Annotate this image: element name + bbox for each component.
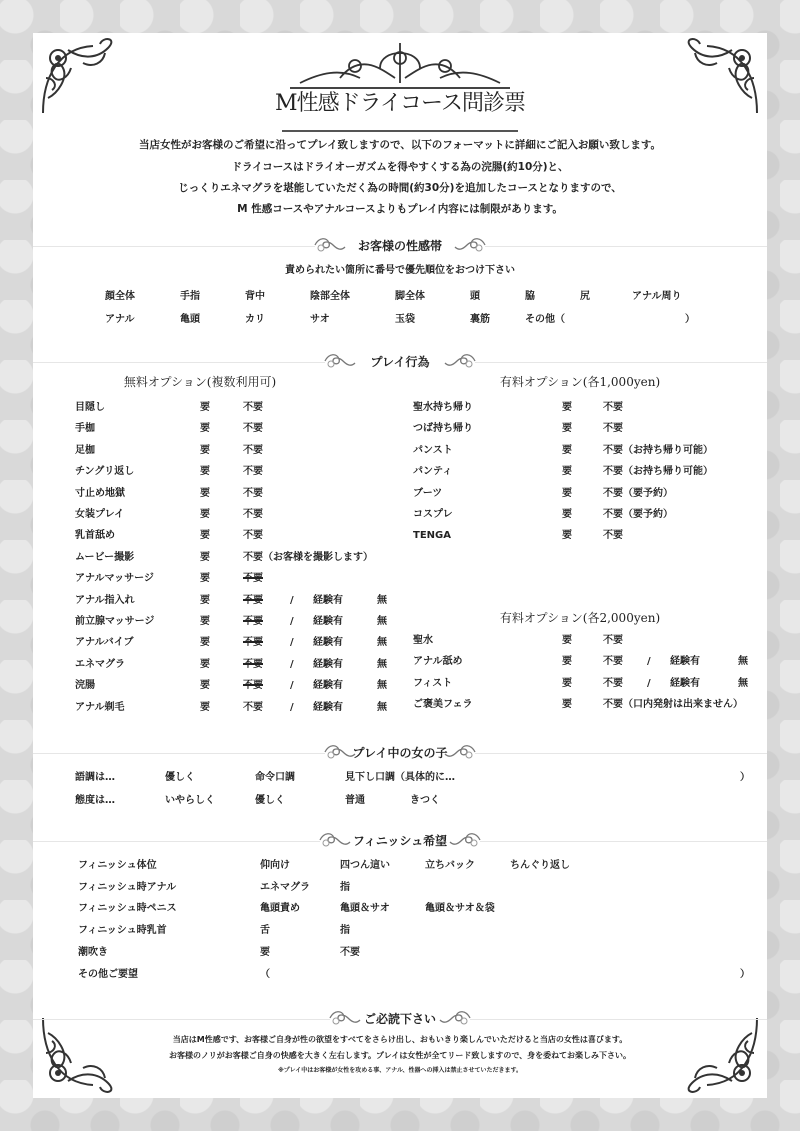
option-yes[interactable]: 要 <box>562 509 572 520</box>
swirl-ornament-icon <box>323 352 357 370</box>
tone-option[interactable]: ） <box>740 772 750 783</box>
option-yes[interactable]: 要 <box>200 551 210 563</box>
option-no[interactable]: 不要（要予約） <box>603 487 673 499</box>
option-no[interactable]: 不要 <box>603 677 623 689</box>
option-label: 聖水持ち帰り <box>413 402 473 413</box>
option-yes[interactable]: 要 <box>562 656 572 668</box>
option-no[interactable]: 不要 <box>243 658 263 670</box>
swirl-ornament-icon <box>323 743 357 761</box>
finish-option[interactable]: 立ちバック <box>425 860 475 871</box>
experience-none[interactable]: 無 <box>738 656 748 668</box>
separator: / <box>290 680 294 692</box>
option-no[interactable]: 不要 <box>603 635 623 646</box>
option-yes[interactable]: 要 <box>200 680 210 692</box>
option-label: つば持ち帰り <box>413 423 473 435</box>
option-yes[interactable]: 要 <box>562 423 572 435</box>
intro-line: M 性感コースやアナルコースよりもプレイ内容には制限があります。 <box>237 203 563 215</box>
erogenous-zone-option[interactable]: その他（ <box>525 314 565 325</box>
option-no[interactable]: 不要 <box>243 573 263 585</box>
attitude-option[interactable]: 優しく <box>255 795 285 806</box>
option-no[interactable]: 不要 <box>243 444 263 456</box>
finish-option[interactable]: 亀頭責め <box>260 903 300 915</box>
attitude-option[interactable]: 態度は… <box>75 795 115 806</box>
intro-line: じっくりエネマグラを堪能していただく為の時間(約30分)を追加したコースとなりますので、 <box>178 182 622 194</box>
option-label: パンティ <box>413 466 453 478</box>
experience-yes[interactable]: 経験有 <box>313 616 343 627</box>
finish-option[interactable]: 仰向け <box>260 860 290 871</box>
erogenous-zone-option[interactable]: 玉袋 <box>395 314 415 325</box>
experience-yes[interactable]: 経験有 <box>670 656 700 668</box>
option-label: アナル指入れ <box>75 594 135 606</box>
option-label: 乳首舐め <box>75 530 115 542</box>
free-options-heading: 無料オプション(複数利用可) <box>123 375 277 389</box>
option-no[interactable]: 不要 <box>603 530 623 542</box>
option-no[interactable]: 不要 <box>243 637 263 649</box>
option-no[interactable]: 不要 <box>603 656 623 668</box>
finish-option[interactable]: ちんぐり返し <box>510 860 570 871</box>
swirl-ornament-icon <box>443 352 477 370</box>
erogenous-zone-option[interactable]: 顔全体 <box>105 291 135 302</box>
option-yes[interactable]: 要 <box>200 509 210 520</box>
option-yes[interactable]: 要 <box>562 402 572 413</box>
attitude-option[interactable]: いやらしく <box>165 795 215 806</box>
experience-yes[interactable]: 経験有 <box>313 658 343 670</box>
experience-none[interactable]: 無 <box>377 680 387 692</box>
erogenous-zone-option[interactable]: 裏筋 <box>470 314 490 325</box>
tone-option[interactable]: 優しく <box>165 772 195 783</box>
experience-none[interactable]: 無 <box>377 594 387 606</box>
notice-line: お客様のノリがお客様ご自身の快感を大きく左右します。プレイは女性が全てリード致しますので、身を委ねてお楽しみ下さい。 <box>169 1051 631 1060</box>
swirl-ornament-icon <box>313 236 347 254</box>
option-no[interactable]: 不要（要予約） <box>603 509 673 520</box>
finish-option[interactable]: 指 <box>340 925 350 937</box>
option-label: チングリ返し <box>75 466 135 478</box>
option-no[interactable]: 不要 <box>243 466 263 478</box>
option-no[interactable]: 不要（お客様を撮影します） <box>243 551 373 563</box>
separator: / <box>290 616 294 627</box>
erogenous-zone-option[interactable]: 陰部全体 <box>310 291 350 302</box>
option-yes[interactable]: 要 <box>562 530 572 542</box>
option-label: アナルマッサージ <box>75 573 154 585</box>
experience-none[interactable]: 無 <box>377 637 387 649</box>
experience-yes[interactable]: 経験有 <box>670 677 700 689</box>
option-label: 足枷 <box>75 444 95 456</box>
option-label: 浣腸 <box>75 680 95 692</box>
option-yes[interactable]: 要 <box>200 466 210 478</box>
separator: / <box>290 701 294 713</box>
option-yes[interactable]: 要 <box>200 444 210 456</box>
option-yes[interactable]: 要 <box>562 444 572 456</box>
separator: / <box>290 637 294 649</box>
experience-none[interactable]: 無 <box>377 701 387 713</box>
option-label: ムービー撮影 <box>75 551 135 563</box>
option-yes[interactable]: 要 <box>200 637 210 649</box>
option-yes[interactable]: 要 <box>200 616 210 627</box>
erogenous-zone-option[interactable]: 亀頭 <box>180 314 200 325</box>
option-no[interactable]: 不要 <box>243 402 263 413</box>
swirl-ornament-icon <box>318 831 352 849</box>
experience-yes[interactable]: 経験有 <box>313 701 343 713</box>
finish-option[interactable]: エネマグラ <box>260 881 310 893</box>
swirl-ornament-icon <box>443 743 477 761</box>
option-no[interactable]: 不要 <box>603 402 623 413</box>
erogenous-zone-option[interactable]: アナル <box>105 314 135 325</box>
section-heading-erogenous: お客様の性感帯 <box>357 239 443 253</box>
finish-option[interactable]: 不要 <box>340 946 360 958</box>
option-label: 手枷 <box>75 423 95 435</box>
title-underline <box>282 130 518 132</box>
notice-line: 当店はM性感です、お客様ご自身が性の欲望をすべてをさらけ出し、おもいきり楽しんでいただけると当店の女性は喜びます。 <box>172 1035 628 1044</box>
finish-option[interactable]: 指 <box>340 881 350 893</box>
erogenous-zone-option[interactable]: サオ <box>310 314 330 325</box>
erogenous-zone-option[interactable]: アナル周り <box>632 291 682 302</box>
option-yes[interactable]: 要 <box>562 635 572 646</box>
tone-option[interactable]: 語調は… <box>75 772 115 783</box>
finish-label: フィニッシュ時乳首 <box>78 925 167 937</box>
finish-option[interactable]: 四つん這い <box>340 860 390 871</box>
corner-flourish-icon <box>38 1013 128 1093</box>
notice-footnote: ※プレイ中はお客様が女性を攻める事、アナル、性器への挿入は禁止させていただきます。 <box>277 1067 523 1074</box>
option-yes[interactable]: 要 <box>200 423 210 435</box>
option-yes[interactable]: 要 <box>200 658 210 670</box>
option-label: アナルバイブ <box>75 637 134 649</box>
experience-yes[interactable]: 経験有 <box>313 637 343 649</box>
attitude-option[interactable]: 普通 <box>345 795 365 806</box>
crown-ornament-icon <box>280 38 520 90</box>
option-no[interactable]: 不要 <box>243 680 263 692</box>
erogenous-zone-option[interactable]: 脇 <box>525 291 535 302</box>
erogenous-zone-option[interactable]: 手指 <box>180 291 200 302</box>
option-no[interactable]: 不要 <box>243 530 263 542</box>
option-no[interactable]: 不要（口内発射は出来ません） <box>603 699 743 711</box>
option-no[interactable]: 不要（お持ち帰り可能） <box>603 444 713 456</box>
erogenous-instruction: 責められたい箇所に番号で優先順位をおつけ下さい <box>285 265 515 276</box>
option-yes[interactable]: 要 <box>200 530 210 542</box>
finish-label: フィニッシュ時アナル <box>78 881 177 893</box>
experience-none[interactable]: 無 <box>377 658 387 670</box>
option-label: フィスト <box>413 677 453 689</box>
option-label: ブーツ <box>413 487 443 499</box>
option-label: エネマグラ <box>75 658 125 670</box>
option-yes[interactable]: 要 <box>200 701 210 713</box>
swirl-ornament-icon <box>448 831 482 849</box>
tone-option[interactable]: 命令口調 <box>255 772 295 783</box>
corner-flourish-icon <box>672 1013 762 1093</box>
option-no[interactable]: 不要 <box>603 423 623 435</box>
option-no[interactable]: 不要 <box>243 487 263 499</box>
experience-yes[interactable]: 経験有 <box>313 594 343 606</box>
option-label: ご褒美フェラ <box>413 699 473 711</box>
option-label: 前立腺マッサージ <box>75 616 155 627</box>
swirl-ornament-icon <box>328 1009 362 1027</box>
section-heading-girl: プレイ中の女の子 <box>352 746 448 760</box>
corner-flourish-icon <box>672 38 762 118</box>
option-no[interactable]: 不要 <box>243 701 263 713</box>
option-yes[interactable]: 要 <box>200 402 210 413</box>
finish-label: その他ご要望 <box>78 968 138 980</box>
section-heading-finish: フィニッシュ希望 <box>352 834 448 848</box>
option-no[interactable]: 不要 <box>243 423 263 435</box>
tone-option[interactable]: 見下し口調（具体的に… <box>345 772 455 783</box>
option-yes[interactable]: 要 <box>200 594 210 606</box>
separator: / <box>290 658 294 670</box>
option-label: 寸止め地獄 <box>75 487 125 499</box>
option-yes[interactable]: 要 <box>562 466 572 478</box>
option-label: パンスト <box>413 444 453 456</box>
erogenous-zone-option[interactable]: ） <box>685 314 695 325</box>
option-no[interactable]: 不要 <box>243 616 263 627</box>
finish-option[interactable]: 要 <box>260 946 270 958</box>
erogenous-zone-option[interactable]: 頭 <box>470 291 480 302</box>
experience-none[interactable]: 無 <box>738 677 748 689</box>
option-label: 女装プレイ <box>75 509 125 520</box>
option-label: TENGA <box>413 530 451 542</box>
section-heading-notice: ご必読下さい <box>363 1012 437 1026</box>
attitude-option[interactable]: きつく <box>410 795 440 806</box>
option-label: 聖水 <box>413 635 433 646</box>
erogenous-zone-option[interactable]: 背中 <box>245 291 265 302</box>
separator: / <box>290 594 294 606</box>
intro-line: 当店女性がお客様のご希望に沿ってプレイ致しますので、以下のフォーマットに詳細にご記入お願い致します。 <box>138 139 662 151</box>
section-heading-play: プレイ行為 <box>370 355 430 369</box>
option-yes[interactable]: 要 <box>200 573 210 585</box>
finish-label: フィニッシュ時ペニス <box>78 903 177 915</box>
finish-option[interactable]: ） <box>740 968 750 980</box>
finish-option[interactable]: 舌 <box>260 925 270 937</box>
option-label: コスプレ <box>413 509 453 520</box>
option-label: 目隠し <box>75 402 105 413</box>
option-no[interactable]: 不要 <box>243 594 263 606</box>
swirl-ornament-icon <box>453 236 487 254</box>
intro-line: ドライコースはドライオーガズムを得やすくする為の浣腸(約10分)と、 <box>231 161 569 173</box>
erogenous-zone-option[interactable]: 脚全体 <box>395 291 425 302</box>
option-label: アナル舐め <box>413 656 463 668</box>
experience-none[interactable]: 無 <box>377 616 387 627</box>
swirl-ornament-icon <box>438 1009 472 1027</box>
corner-flourish-icon <box>38 38 128 118</box>
option-no[interactable]: 不要 <box>243 509 263 520</box>
option-yes[interactable]: 要 <box>562 487 572 499</box>
paid-2000-options-heading: 有料オプション(各2,000yen) <box>499 611 661 625</box>
finish-option[interactable]: 亀頭＆サオ <box>340 903 390 915</box>
paid-1000-options-heading: 有料オプション(各1,000yen) <box>499 375 661 389</box>
separator: / <box>647 656 651 668</box>
erogenous-zone-option[interactable]: カリ <box>245 314 265 325</box>
experience-yes[interactable]: 経験有 <box>313 680 343 692</box>
option-no[interactable]: 不要（お持ち帰り可能） <box>603 466 713 478</box>
separator: / <box>647 677 651 689</box>
finish-option[interactable]: 亀頭＆サオ＆袋 <box>425 903 495 915</box>
erogenous-zone-option[interactable]: 尻 <box>580 291 590 302</box>
page-title: M性感ドライコース問診票 <box>275 91 525 116</box>
finish-option[interactable]: （ <box>260 968 270 980</box>
finish-label: フィニッシュ体位 <box>78 860 157 871</box>
option-yes[interactable]: 要 <box>562 699 572 711</box>
finish-label: 潮吹き <box>78 946 108 958</box>
option-yes[interactable]: 要 <box>200 487 210 499</box>
option-label: アナル剃毛 <box>75 701 125 713</box>
option-yes[interactable]: 要 <box>562 677 572 689</box>
